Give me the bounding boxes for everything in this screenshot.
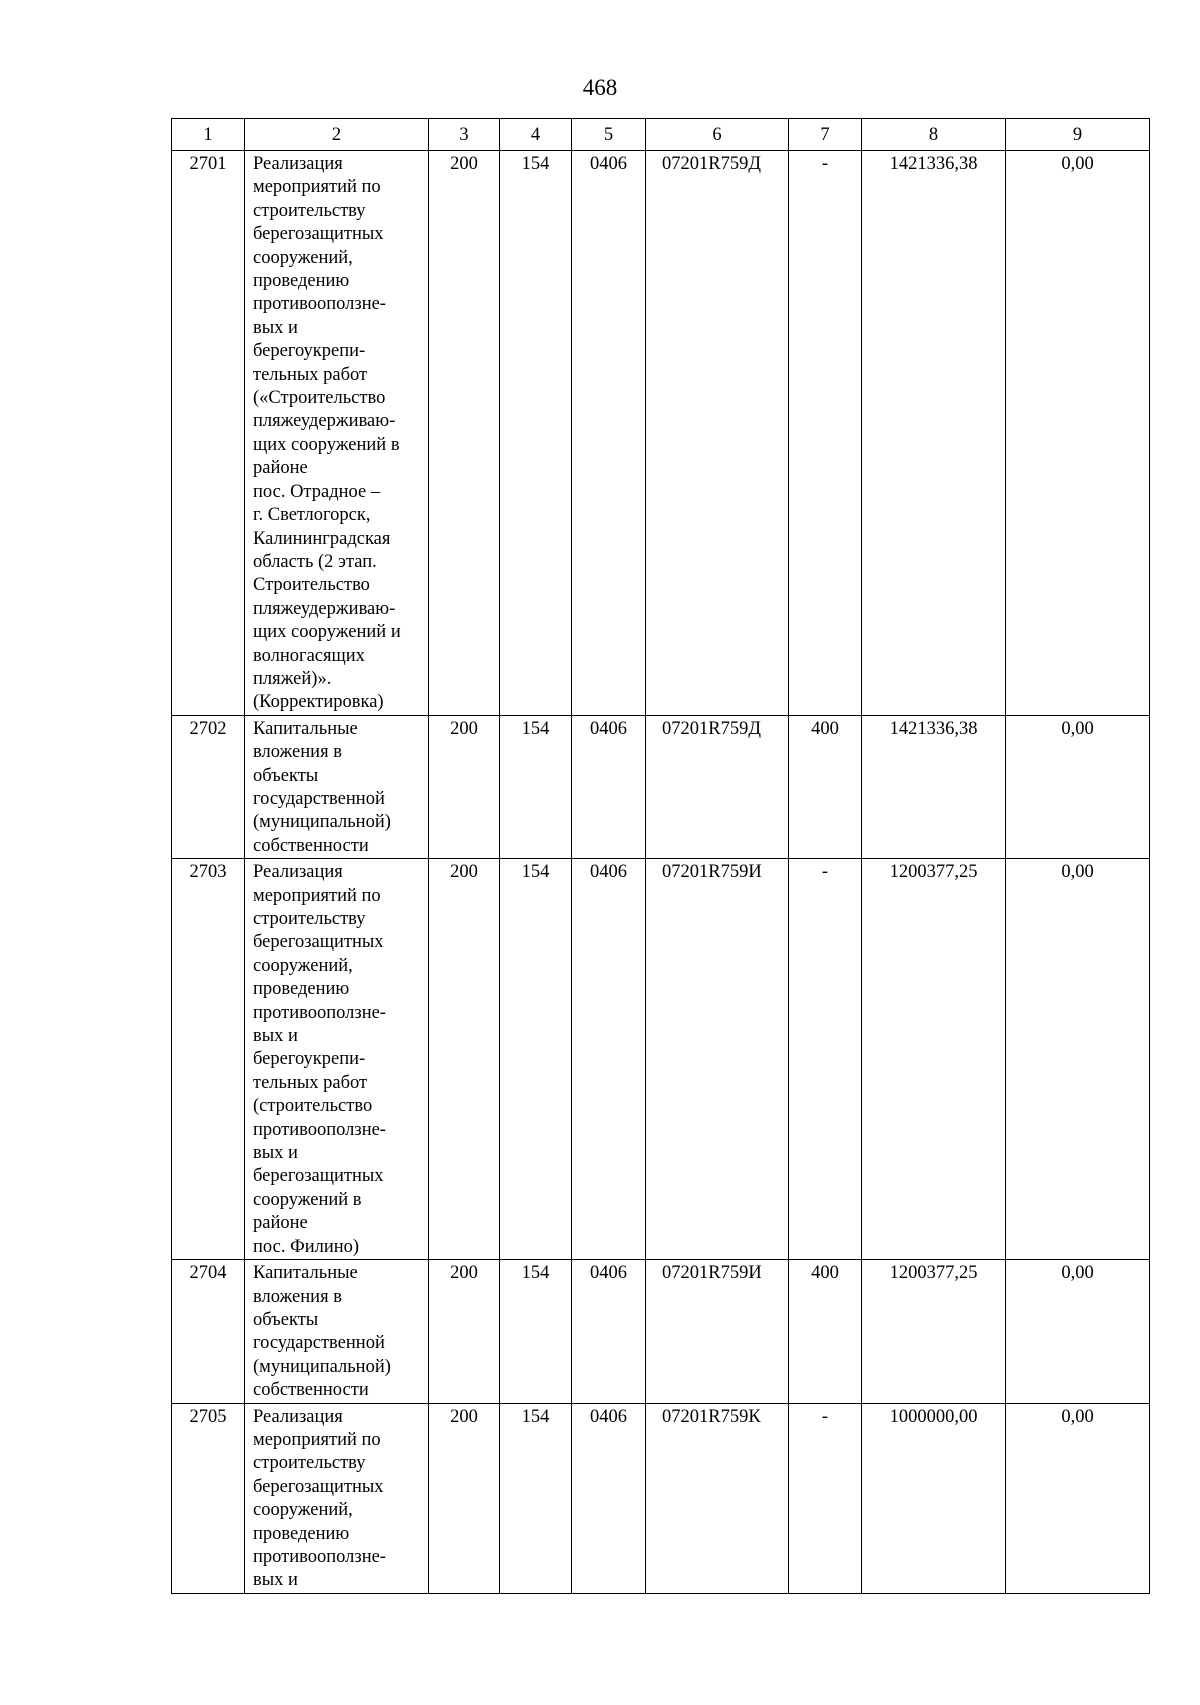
row-name-line: мероприятий по [253, 885, 381, 906]
column-header-6: 6 [646, 119, 789, 151]
row-number-cell: 2701 [172, 151, 245, 716]
row-name-line: вложения в [253, 1286, 342, 1307]
col7-cell: - [789, 151, 862, 716]
table-body [172, 151, 1150, 1594]
row-name-line: строительству [253, 200, 366, 221]
row-name-line: мероприятий по [253, 1429, 381, 1450]
row-name-line: сооружений, [253, 955, 353, 976]
column-header-2: 2 [245, 119, 429, 151]
row-name-line: противооползне- [253, 1119, 386, 1140]
header-row [172, 119, 1150, 151]
col8-amount-cell: 1421336,38 [862, 151, 1006, 716]
col4-cell: 154 [500, 1403, 572, 1593]
row-name-line: тельных работ [253, 1072, 368, 1093]
col9-amount-cell: 0,00 [1006, 151, 1150, 716]
row-name-cell [245, 715, 429, 858]
budget-table [171, 118, 1150, 1594]
row-name-line: проведению [253, 1523, 350, 1544]
col4-cell: 154 [500, 151, 572, 716]
col5-cell: 0406 [572, 1403, 646, 1593]
row-name-line: мероприятий по [253, 177, 381, 198]
table-row [172, 715, 1150, 858]
row-name-line: Капитальные [253, 718, 358, 739]
col5-cell: 0406 [572, 151, 646, 716]
row-name-line: (муниципальной) [253, 812, 391, 833]
table-row [172, 1403, 1150, 1593]
row-name-line: объекты [253, 765, 319, 786]
col4-cell: 154 [500, 715, 572, 858]
row-name-line: государственной [253, 788, 385, 809]
row-name-line: противооползне- [253, 294, 386, 315]
col8-amount-cell: 1200377,25 [862, 1260, 1006, 1403]
column-header-1: 1 [172, 119, 245, 151]
col5-cell: 0406 [572, 1260, 646, 1403]
column-header-7: 7 [789, 119, 862, 151]
row-name-line: строительству [253, 909, 366, 929]
row-name-line: («Строительство [253, 388, 386, 409]
row-name-cell [245, 859, 429, 1260]
row-name-line: щих сооружений и [253, 622, 401, 643]
row-name-line: берегозащитных [253, 1166, 384, 1187]
column-header-3: 3 [429, 119, 500, 151]
row-name-line: вых и [253, 317, 298, 338]
table-row [172, 1260, 1150, 1403]
row-name-line: пос. Отрадное – [253, 481, 381, 502]
col4-cell: 154 [500, 859, 572, 1260]
row-name-line: вых и [253, 1570, 298, 1591]
row-name-line: Строительство [253, 575, 370, 596]
row-number-cell: 2702 [172, 715, 245, 858]
page-number: 468 [582, 75, 618, 100]
row-number-cell: 2704 [172, 1260, 245, 1403]
row-name-line: берегозащитных [253, 224, 384, 245]
col7-cell: - [789, 859, 862, 1260]
row-name-line: районе [253, 458, 308, 479]
row-name-line: собственности [253, 1380, 369, 1401]
col5-cell: 0406 [572, 715, 646, 858]
row-name-line: берегоукрепи- [253, 341, 366, 362]
row-number-cell: 2705 [172, 1403, 245, 1593]
row-name-line: вых и [253, 1026, 298, 1047]
row-name-line: берегоукрепи- [253, 1049, 366, 1070]
row-name-line: сооружений, [253, 1500, 353, 1521]
col6-code-cell: 07201R759И [646, 1260, 789, 1403]
col7-cell: 400 [789, 1260, 862, 1403]
row-name-line: сооружений в [253, 1189, 362, 1210]
row-name-line: пляжеудерживаю- [253, 598, 396, 619]
row-name-line: Реализация [253, 154, 343, 174]
row-name-line: берегозащитных [253, 932, 384, 953]
col8-amount-cell: 1421336,38 [862, 715, 1006, 858]
table-row [172, 859, 1150, 1260]
row-name-line: Калининградская [253, 528, 391, 549]
row-name-line: пляжеудерживаю- [253, 411, 396, 432]
row-name-line: волногасящих [253, 645, 365, 666]
row-name-line: область (2 этап. [253, 551, 377, 572]
row-name-line: строительству [253, 1453, 366, 1474]
row-name-line: противооползне- [253, 1546, 386, 1567]
row-name-line: противооползне- [253, 1002, 386, 1023]
row-name-line: берегозащитных [253, 1476, 384, 1497]
col6-code-cell: 07201R759И [646, 859, 789, 1260]
row-name-line: тельных работ [253, 364, 368, 385]
row-name-line: щих сооружений в [253, 434, 400, 455]
column-header-4: 4 [500, 119, 572, 151]
row-name-line: пляжей)». [253, 668, 332, 689]
table-row [172, 151, 1150, 716]
col8-amount-cell: 1200377,25 [862, 859, 1006, 1260]
row-name-line: Капитальные [253, 1263, 358, 1284]
col3-cell: 200 [429, 1403, 500, 1593]
col4-cell: 154 [500, 1260, 572, 1403]
col6-code-cell: 07201R759Д [646, 151, 789, 716]
column-header-8: 8 [862, 119, 1006, 151]
row-name-line: собственности [253, 835, 369, 856]
row-name-line: районе [253, 1213, 308, 1234]
row-name-line: г. Светлогорск, [253, 505, 371, 526]
row-name-line: Реализация [253, 862, 343, 883]
row-name-line: проведению [253, 979, 350, 1000]
column-header-5: 5 [572, 119, 646, 151]
row-number-cell: 2703 [172, 859, 245, 1260]
row-name-line: (Корректировка) [253, 692, 384, 713]
col3-cell: 200 [429, 715, 500, 858]
row-name-line: государственной [253, 1333, 385, 1354]
row-name-line: вых и [253, 1143, 298, 1164]
col9-amount-cell: 0,00 [1006, 1403, 1150, 1593]
row-name-line: (строительство [253, 1096, 373, 1117]
col9-amount-cell: 0,00 [1006, 859, 1150, 1260]
row-name-line: вложения в [253, 742, 342, 763]
row-name-line: сооружений, [253, 247, 353, 268]
col7-cell: 400 [789, 715, 862, 858]
column-header-9: 9 [1006, 119, 1150, 151]
row-name-cell [245, 1260, 429, 1403]
row-name-line: пос. Филино) [253, 1236, 360, 1257]
row-name-line: Реализация [253, 1406, 343, 1427]
col8-amount-cell: 1000000,00 [862, 1403, 1006, 1593]
col9-amount-cell: 0,00 [1006, 1260, 1150, 1403]
col7-cell: - [789, 1403, 862, 1593]
row-name-line: проведению [253, 271, 350, 292]
row-name-cell [245, 1403, 429, 1593]
col6-code-cell: 07201R759К [646, 1403, 789, 1593]
col3-cell: 200 [429, 151, 500, 716]
col3-cell: 200 [429, 1260, 500, 1403]
col6-code-cell: 07201R759Д [646, 715, 789, 858]
col5-cell: 0406 [572, 859, 646, 1260]
col9-amount-cell: 0,00 [1006, 715, 1150, 858]
row-name-cell [245, 151, 429, 716]
row-name-line: (муниципальной) [253, 1356, 391, 1377]
row-name-line: объекты [253, 1309, 319, 1330]
col3-cell: 200 [429, 859, 500, 1260]
